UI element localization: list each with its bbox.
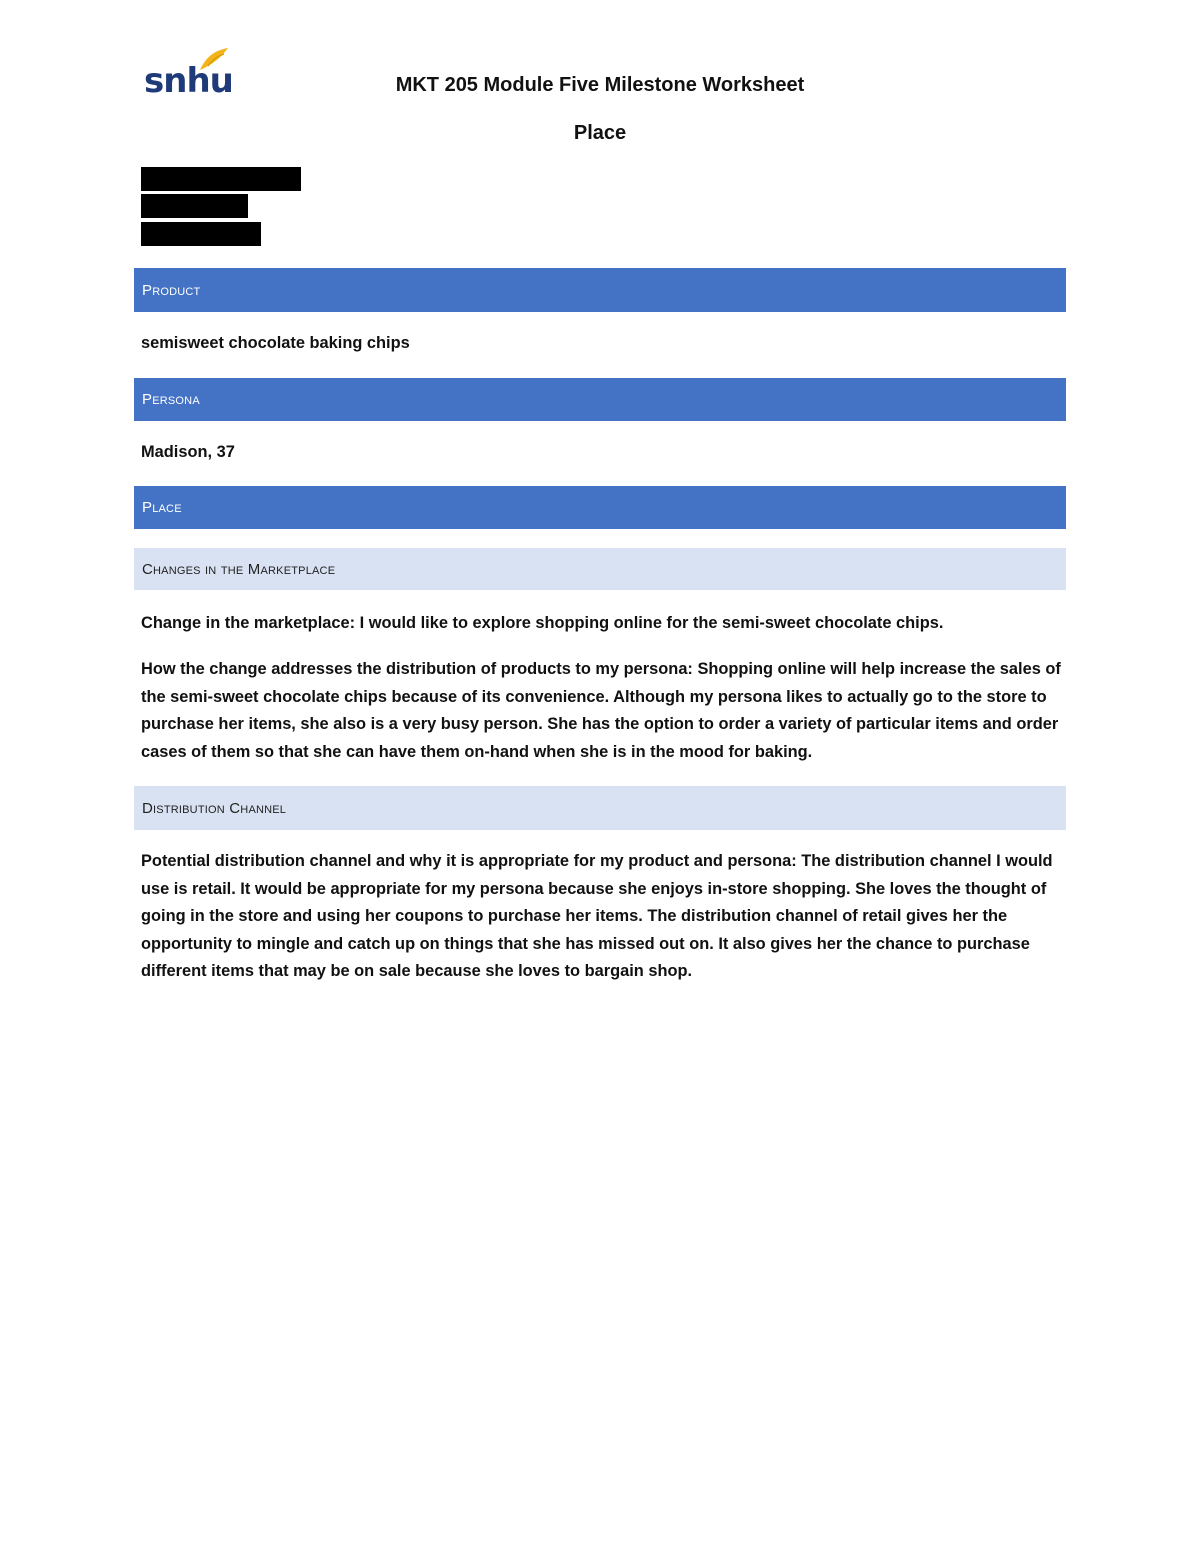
persona-section-heading: Persona: [134, 378, 1066, 421]
place-section-heading: Place: [134, 486, 1066, 529]
document-subtitle: Place: [573, 122, 627, 144]
product-value: semisweet chocolate baking chips: [141, 334, 410, 352]
redacted-course: [141, 194, 248, 218]
changes-paragraph-2: How the change addresses the distribution of products to my persona: Shopping online will help increase the sales of the semi-sweet chocolate chips because of its convenience. Although my persona likes to actually go to the store to purchase her items, she also is a very busy person. She has the option to order a variety of particular items and order cases of them so that she can have them on-hand when she is in the mood for baking.: [141, 660, 1061, 761]
document-title: MKT 205 Module Five Milestone Worksheet: [395, 74, 805, 96]
persona-value: Madison, 37: [141, 443, 235, 461]
distribution-paragraph: Potential distribution channel and why it is appropriate for my product and persona: The distribution channel I would use is retail. It would be appropriate for my persona because she enjoys in-store shopping. She loves the thought of going in the store and using her coupons to purchase her items. The distribution channel of retail gives her the opportunity to mingle and catch up on things that she has missed out on. It also gives her the chance to purchase different items that may be on sale because she loves to bargain shop.: [141, 852, 1053, 980]
redacted-name: [141, 167, 301, 191]
logo-wordmark: snhu: [144, 61, 233, 101]
distribution-subsection-heading: Distribution Channel: [134, 786, 1066, 830]
changes-paragraph-1: Change in the marketplace: I would like to explore shopping online for the semi-sweet chocolate chips.: [141, 614, 944, 632]
product-section-heading: Product: [134, 268, 1066, 312]
changes-subsection-heading: Changes in the Marketplace: [134, 548, 1066, 590]
redacted-date: [141, 222, 261, 246]
